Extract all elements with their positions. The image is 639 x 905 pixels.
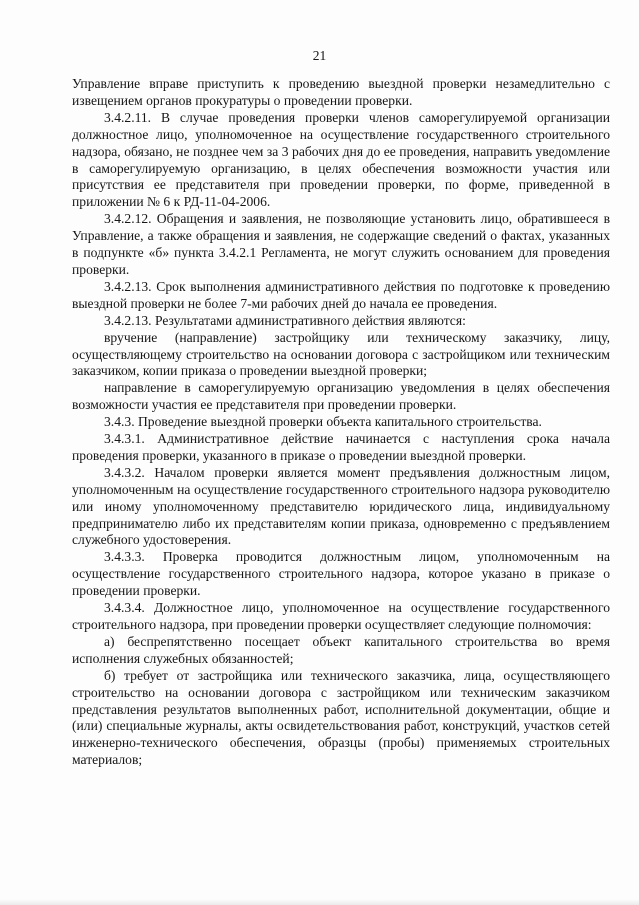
document-body — [72, 76, 610, 769]
scan-edge — [0, 899, 639, 905]
paragraph-3-4-2-11: 3.4.2.11. В случае проведения проверки членов саморегулируемой организации должностное лицо, уполномоченное на осуществление государственного строительного надзора, обязано, не позднее чем за 3 рабочих дня до ее проведения, направить уведомление в саморегулируемую организацию, в целях обеспечения возможности участия или присутствия ее представителя при проведении проверки, по форме, приведенной в приложении № 6 к РД-11-04-2006. — [72, 109, 610, 210]
paragraph-3-4-3-1: 3.4.3.1. Административное действие начинается с наступления срока начала проведения проверки, указанного в приказе о проведении выездной проверки. — [72, 431, 610, 463]
paragraph-item-b: б) требует от застройщика или технического заказчика, лица, осуществляющего строительство на основании договора с застройщиком или техническим заказчиком представления результатов выполненных работ, исполнительной документации, общие и (или) специальные журналы, акты освидетельствования работ, конструкций, участков сетей инженерно-технического обеспечения, образцы (пробы) применяемых строительных материалов; — [72, 667, 610, 768]
paragraph-result-notification: направление в саморегулируемую организацию уведомления в целях обеспечения возможности участия ее представителя при проведении проверки. — [72, 380, 610, 413]
paragraph-3-4-3-4: 3.4.3.4. Должностное лицо, уполномоченное на осуществление государственного строительного надзора, при проведении проверки осуществляет следующие полномочия: — [72, 600, 610, 632]
paragraph-item-a: а) беспрепятственно посещает объект капитального строительства во время исполнения служебных обязанностей; — [72, 633, 610, 666]
paragraph-result-delivery: вручение (направление) застройщику или техническому заказчику, лицу, осуществляющему строительство на основании договора с застройщиком или техническим заказчиком, копии приказа о проведении выездной проверки; — [72, 329, 610, 379]
paragraph-continuation: Управление вправе приступить к проведению выездной проверки незамедлительно с извещением органов прокуратуры о проведении проверки. — [72, 76, 610, 108]
page-number: 21 — [312, 48, 327, 63]
paragraph-3-4-2-13-term: 3.4.2.13. Срок выполнения административного действия по подготовке к проведению выездной проверки не более 7-ми рабочих дней до начала ее проведения. — [72, 278, 610, 311]
paragraph-3-4-3-2: 3.4.3.2. Началом проверки является момент предъявления должностным лицом, уполномоченным на осуществление государственного строительного надзора руководителю или иному уполномоченному представителю юридического лица, индивидуальному предпринимателю либо их представителям копии приказа, одновременно с предъявлением служебного удостоверения. — [72, 464, 610, 548]
paragraph-3-4-2-12: 3.4.2.12. Обращения и заявления, не позволяющие установить лицо, обратившееся в Управление, а также обращения и заявления, не содержащие сведений о фактах, указанных в подпункте «б» пункта 3.4.2.1 Регламента, не могут служить основанием для проведения проверки. — [72, 211, 610, 277]
paragraph-3-4-3-3: 3.4.3.3. Проверка проводится должностным лицом, уполномоченным на осуществление государственного строительного надзора, которое указано в приказе о проведении проверки. — [72, 549, 610, 599]
paragraph-3-4-3: 3.4.3. Проведение выездной проверки объекта капитального строительства. — [104, 414, 542, 430]
paragraph-3-4-2-13-results: 3.4.2.13. Результатами административного действия являются: — [104, 312, 466, 328]
